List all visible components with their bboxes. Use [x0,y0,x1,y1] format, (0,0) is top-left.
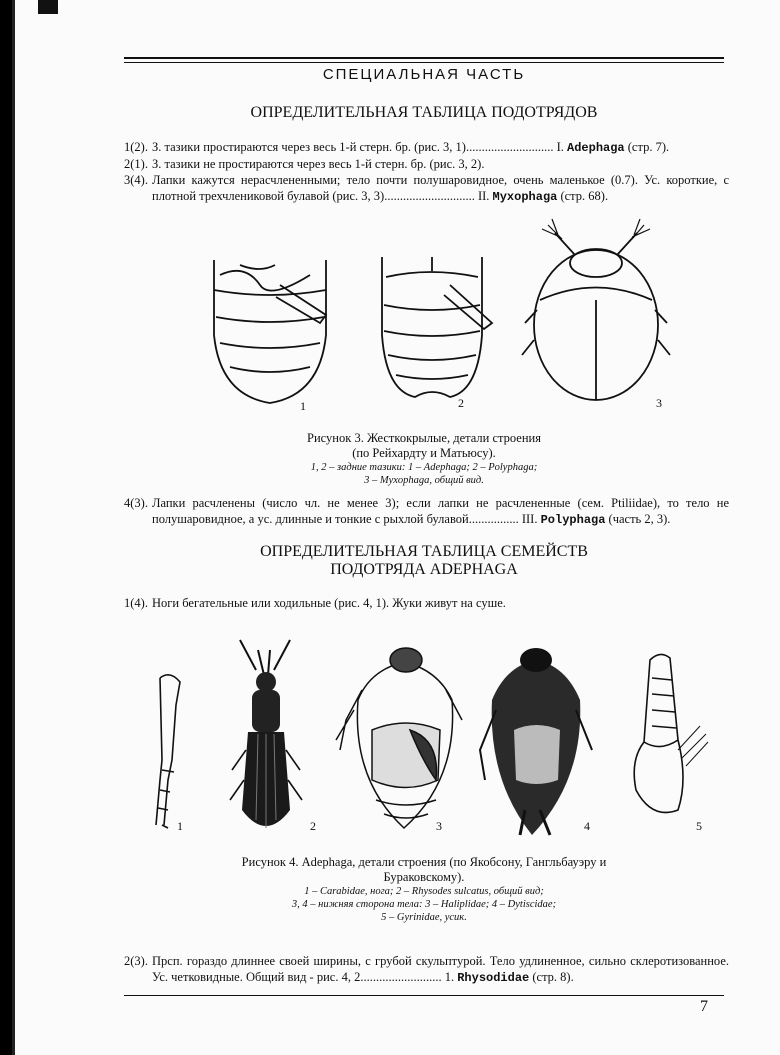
caption-legend-2: 3, 4 – нижняя сторона тела: 3 – Haliplidae; 4 – Dytiscidae; [291,899,557,910]
taxon-name: Rhysodidae [457,971,530,985]
carabidae-leg-drawing [156,675,180,828]
caption-legend-3: 5 – Gyrinidae, усик. [381,912,467,923]
figure-4-caption [124,855,724,924]
figure-3-caption [124,431,724,487]
figure-4-label-5: 5 [696,819,702,833]
gyrinidae-antenna-drawing [634,654,708,812]
key-entry-4 [124,495,729,527]
top-rule-thin [124,62,724,63]
page-ref: (стр. 68). [557,189,609,203]
entry-result: II. [477,189,493,203]
figure-3-illustration [200,205,680,415]
entry-result: I. [556,140,568,154]
top-rule [124,57,724,59]
figure-4-label-3: 3 [436,819,442,833]
entry-text: З. тазики не простираются через весь 1-й стерн. бр. (рис. 3, 2). [152,157,485,171]
taxon-name: Polyphaga [540,513,606,527]
caption-title: Рисунок 4. Adephaga, детали строения (по Якобсону, Гангльбауэру и [241,855,607,869]
section-title-families [124,543,724,579]
running-header: СПЕЦИАЛЬНАЯ ЧАСТЬ [322,66,526,83]
dytiscidae-underside-drawing [480,648,592,835]
key-entry-2 [124,156,729,172]
rhysodes-beetle-drawing [230,640,302,828]
key-entry-1 [124,139,729,155]
caption-source: (по Рейхардту и Матьюсу). [352,446,496,460]
key-entry-5 [124,595,729,611]
myxophaga-beetle-drawing [522,219,670,400]
figure-3-label-1: 1 [300,399,306,413]
entry-text: Лапки расчленены (число чл. не менее 3); если лапки не расчлененные (сем. Ptiliidae), то тело не полушаровидное, а ус. длинные и тонкие с рыхлой булавой................ [152,496,729,526]
entry-text: Ноги бегательные или ходильные (рис. 4, 1). Жуки живут на суше. [152,596,506,610]
figure-4-label-2: 2 [310,819,316,833]
hind-coxa-adephaga-drawing [214,260,326,403]
section-title-line-2: ПОДОТРЯДА ADEPHAGA [330,561,518,578]
figure-3-label-2: 2 [458,396,464,410]
caption-legend-1: 1 – Carabidae, нога; 2 – Rhysodes sulcatus, общий вид; [304,886,544,897]
entry-text: Прсп. гораздо длиннее своей ширины, с грубой скульптурой. Тело удлиненное, сильно склеротизованное. Ус. четковидные. Общий вид - рис. 4, 2.......................... [152,954,729,984]
caption-legend-2: 3 – Myxophaga, общий вид. [364,475,484,486]
figure-4-illustration [140,630,720,840]
page-ref: (стр. 7). [624,140,670,154]
entry-number: 1(4). [124,596,148,610]
hind-coxa-polyphaga-drawing [382,257,492,397]
figure-3-label-3: 3 [656,396,662,410]
entry-text: Лапки кажутся нерасчлененными; тело почти полушаровидное, очень маленькое (0.7). Ус. короткие, с плотной трехчлениковой булавой (рис. 3, 3)............................. [152,173,729,203]
section-title-line-1: ОПРЕДЕЛИТЕЛЬНАЯ ТАБЛИЦА СЕМЕЙСТВ [260,543,588,560]
entry-result: 1. [444,970,458,984]
page-ref: (стр. 8). [529,970,574,984]
entry-number: 4(3). [124,496,148,510]
key-entry-6 [124,953,729,985]
entry-number: 3(4). [124,173,148,187]
entry-result: III. [521,512,541,526]
caption-legend-1: 1, 2 – задние тазики: 1 – Adephaga; 2 – Polyphaga; [310,462,538,473]
entry-text: З. тазики простираются через весь 1-й стерн. бр. (рис. 3, 1)............................ [152,140,554,154]
caption-title: Рисунок 3. Жесткокрылые, детали строения [307,431,541,445]
entry-number: 1(2). [124,140,148,154]
figure-4-label-1: 1 [177,819,183,833]
page-ref: (часть 2, 3). [605,512,671,526]
key-entry-3 [124,172,729,204]
caption-source: Бураковскому). [383,870,465,884]
entry-number: 2(1). [124,157,148,171]
scan-mark [38,0,58,14]
section-title-suborders: ОПРЕДЕЛИТЕЛЬНАЯ ТАБЛИЦА ПОДОТРЯДОВ [250,104,598,121]
taxon-name: Myxophaga [492,190,558,204]
haliplidae-underside-drawing [336,648,462,828]
figure-4-label-4: 4 [584,819,590,833]
page-number: 7 [700,998,708,1015]
entry-number: 2(3). [124,954,148,968]
bottom-rule [124,995,724,996]
taxon-name: Adephaga [567,141,625,155]
